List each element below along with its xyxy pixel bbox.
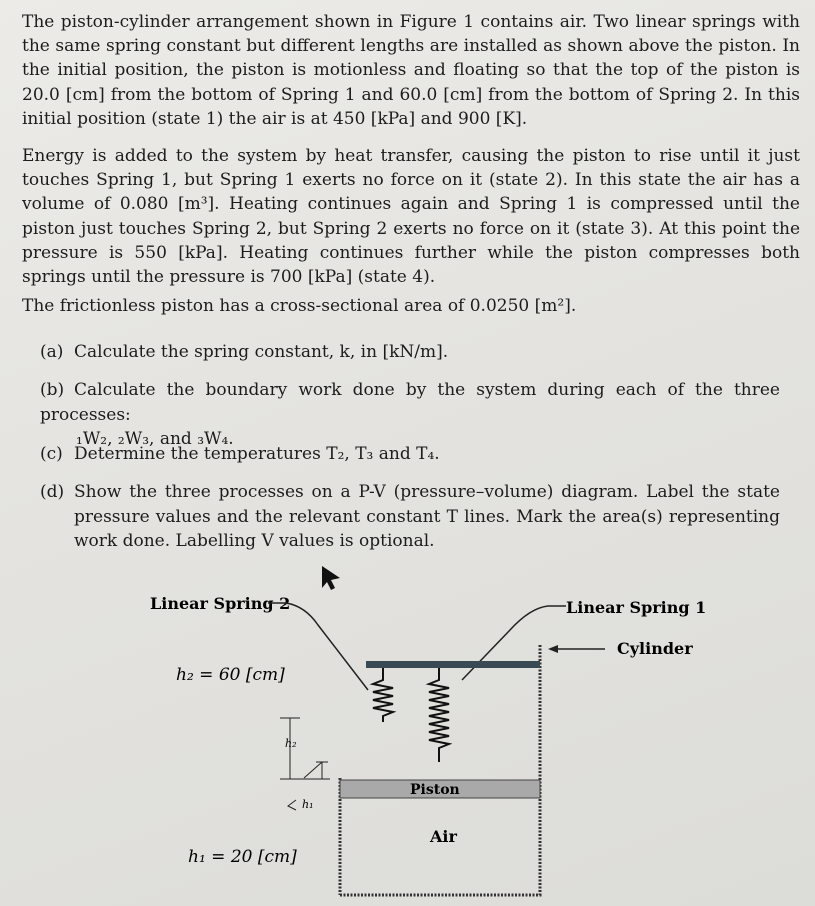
arrow-icon: [548, 645, 558, 653]
spring2-label: Linear Spring 2: [150, 594, 291, 613]
question-b: [40, 378, 780, 452]
h1-pointer: [288, 800, 296, 810]
intro-paragraph: The piston-cylinder arrangement shown in Figure 1 contains air. Two linear springs with the same spring constant but different lengths are installed as shown above the piston. In the initial position, the piston is motionless and floating so that the top of the piston is 20.0 [cm] from the bottom of Spring 1 and 60.0 [cm] from the bottom of Spring 2. In this initial position (state 1) the air is at 450 [kPa] and 900 [K].: [22, 12, 800, 129]
question-c: [40, 442, 780, 467]
question-text: Show the three processes on a P-V (pressure–volume) diagram. Label the state pressure values and the relevant constant T lines. Mark the area(s) representing work done. Labelling V values is optional.: [74, 482, 780, 551]
question-d: [40, 480, 780, 554]
question-text: Calculate the boundary work done by the system during each of the three processes:: [40, 380, 780, 425]
h1-leader-line: [304, 762, 322, 778]
spring1-leader-line: [462, 606, 566, 680]
air-label: Air: [430, 827, 457, 846]
h1-value-label: h₁ = 20 [cm]: [188, 847, 297, 867]
h2-value-label: h₂ = 60 [cm]: [176, 665, 285, 685]
question-a: [40, 340, 780, 365]
top-plate: [366, 661, 540, 668]
question-text-continued: ₁W₂, ₂W₃, and ₃W₄.: [76, 429, 234, 449]
spring1-label: Linear Spring 1: [566, 598, 707, 617]
question-label: (c): [40, 444, 63, 464]
piston-cylinder-figure: [0, 560, 815, 906]
h1-mark: h₁: [302, 798, 314, 811]
process-paragraph: Energy is added to the system by heat transfer, causing the piston to rise until it just touches Spring 1, but Spring 1 exerts no force on it (state 2). In this state the air has a volume of 0.080 [m³]. Heating continues again and Spring 1 is compressed until the piston just touches Spring 2, but Spring 2 exerts no force on it (state 3). At this point the pressure is 550 [kPa]. Heating continues further while the piston compresses both springs until the pressure is 700 [kPa] (state 4).: [22, 146, 800, 288]
cylinder-label: Cylinder: [617, 639, 693, 658]
question-label: (a): [40, 342, 64, 362]
h2-mark: h₂: [285, 737, 297, 750]
piston-label: Piston: [410, 782, 460, 798]
piston-area-paragraph: The frictionless piston has a cross-sectional area of 0.0250 [m²].: [22, 296, 577, 316]
mouse-cursor-icon: [322, 566, 340, 590]
spring-1-coil: [429, 668, 449, 762]
question-text: Calculate the spring constant, k, in [kN/m].: [74, 342, 449, 362]
question-label: (b): [40, 380, 65, 400]
question-text: Determine the temperatures T₂, T₃ and T₄.: [74, 444, 440, 464]
spring-2-coil: [373, 668, 393, 722]
question-label: (d): [40, 482, 65, 502]
